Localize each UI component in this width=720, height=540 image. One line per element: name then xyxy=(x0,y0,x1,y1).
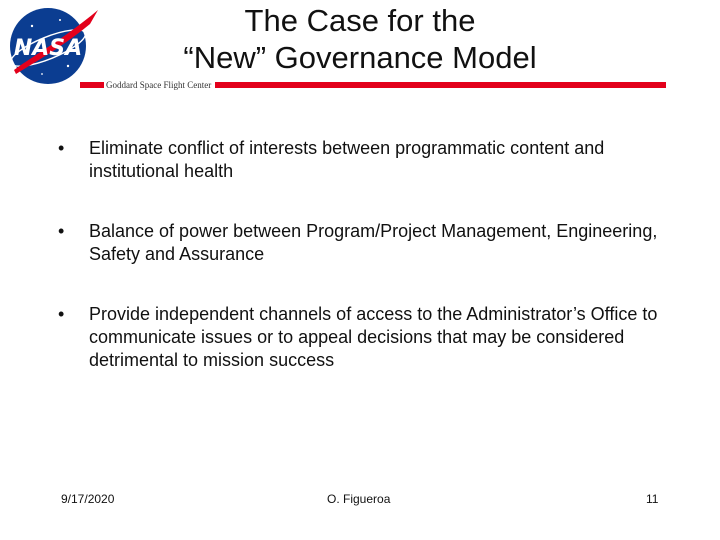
logo-text: NASA xyxy=(13,36,83,61)
bullet-marker: • xyxy=(58,138,65,158)
bullet-marker: • xyxy=(58,304,65,324)
bullet-marker: • xyxy=(58,221,65,241)
footer-page-number: 11 xyxy=(646,492,659,506)
bullet-item xyxy=(58,220,678,266)
bullet-text: Balance of power between Program/Project Management, Engineering, Safety and Assurance xyxy=(89,221,658,264)
slide-title xyxy=(120,2,600,76)
bullet-item xyxy=(58,137,678,183)
footer-author: O. Figueroa xyxy=(327,492,391,506)
nasa-meatball-icon xyxy=(2,4,102,88)
footer-date: 9/17/2020 xyxy=(61,492,115,506)
nasa-logo xyxy=(2,4,102,88)
center-label: Goddard Space Flight Center xyxy=(104,79,215,91)
bullet-list xyxy=(58,137,678,409)
bullet-item xyxy=(58,303,678,372)
title-line-2: “New” Governance Model xyxy=(183,40,537,75)
title-line-1: The Case for the xyxy=(244,3,476,38)
bullet-text: Eliminate conflict of interests between programmatic content and institutional health xyxy=(89,138,605,181)
bullet-text: Provide independent channels of access to the Administrator’s Office to communicate issues or to appeal decisions that may be considered detrimental to mission success xyxy=(89,304,658,370)
